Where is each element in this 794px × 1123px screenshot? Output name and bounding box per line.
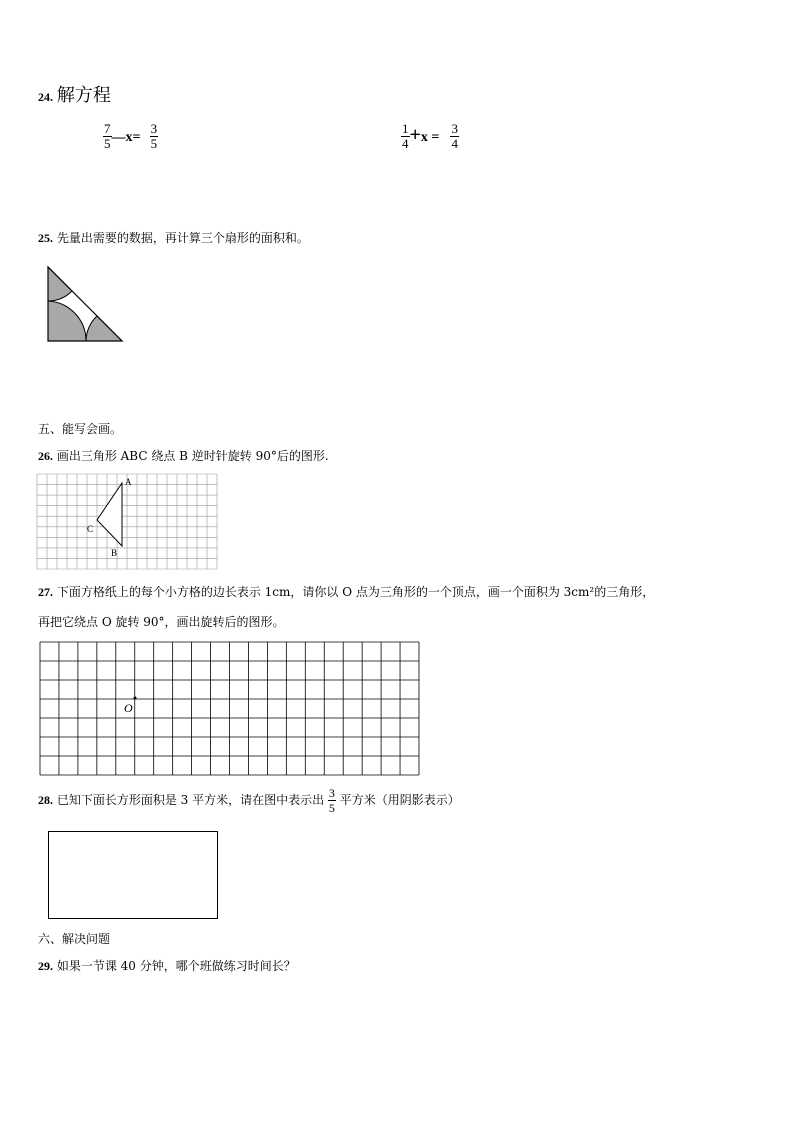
grid-lines	[37, 474, 217, 569]
q27-text-line-1: 下面方格纸上的每个小方格的边长表示 1cm，请你以 O 点为三角形的一个顶点，画一个面积为 3cm²的三角形，	[56, 585, 655, 599]
fraction-denominator: 5	[104, 136, 111, 151]
q24-heading	[38, 85, 111, 106]
label-o: O	[124, 701, 133, 715]
top-sector	[48, 267, 72, 301]
section-6-title: 六、解决问题	[38, 932, 111, 946]
q28-fraction	[328, 786, 336, 815]
fraction-denominator: 4	[451, 136, 458, 151]
q27-prompt-line-1	[38, 584, 654, 600]
q26-prompt	[38, 448, 329, 464]
q28-text-before: 已知下面长方形面积是 3 平方米，请在图中表示出	[56, 793, 325, 807]
q27-number: 27.	[38, 585, 53, 599]
fraction-denominator: 5	[328, 801, 335, 815]
q24-title: 解方程	[56, 85, 111, 106]
sector-triangle-figure	[46, 265, 126, 345]
q26-grid	[37, 474, 218, 570]
q27-grid	[40, 642, 420, 776]
q25-prompt	[38, 230, 309, 246]
q26-number: 26.	[38, 449, 53, 463]
fraction-numerator: 7	[104, 121, 111, 136]
label-b: B	[111, 548, 118, 558]
q29-text: 如果一节课 40 分钟，哪个班做练习时间长？	[56, 959, 296, 973]
q28-text-after: 平方米（用阴影表示）	[339, 793, 460, 807]
bottom-right-sector	[86, 316, 122, 341]
triangle-abc	[97, 483, 122, 546]
q28-rectangle	[48, 831, 218, 919]
q28-prompt	[38, 786, 460, 815]
equation-2	[401, 122, 459, 151]
q24-number: 24.	[38, 90, 53, 104]
q25-number: 25.	[38, 231, 53, 245]
bottom-left-sector	[48, 301, 86, 341]
q26-text: 画出三角形 ABC 绕点 B 逆时针旋转 90°后的图形.	[56, 449, 329, 463]
fraction-numerator: 3	[328, 786, 335, 800]
q28-number: 28.	[38, 793, 53, 807]
q29-prompt	[38, 958, 296, 974]
fraction-numerator: 3	[150, 121, 158, 136]
equation-1	[103, 122, 158, 151]
plus-sign: +	[409, 124, 421, 146]
label-c: C	[87, 524, 94, 534]
equation-2-fraction-left	[401, 122, 410, 151]
equation-1-fraction-right	[150, 122, 159, 151]
equation-1-fraction-left	[103, 122, 112, 151]
grid-lines	[40, 642, 419, 775]
q27-prompt-line-2: 再把它绕点 O 旋转 90°，画出旋转后的图形。	[38, 615, 285, 629]
point-o	[134, 697, 137, 700]
fraction-numerator: 1	[402, 121, 409, 136]
fraction-denominator: 5	[150, 136, 158, 151]
fraction-denominator: 4	[402, 136, 409, 151]
section-5-title: 五、能写会画。	[38, 422, 123, 436]
q25-text: 先量出需要的数据，再计算三个扇形的面积和。	[56, 231, 309, 245]
equation-2-fraction-right	[450, 122, 459, 151]
q29-number: 29.	[38, 959, 53, 973]
equation-1-operator: —x=	[111, 130, 141, 145]
fraction-numerator: 3	[451, 121, 458, 136]
equation-2-operator: x =	[420, 130, 440, 145]
label-a: A	[125, 477, 132, 487]
